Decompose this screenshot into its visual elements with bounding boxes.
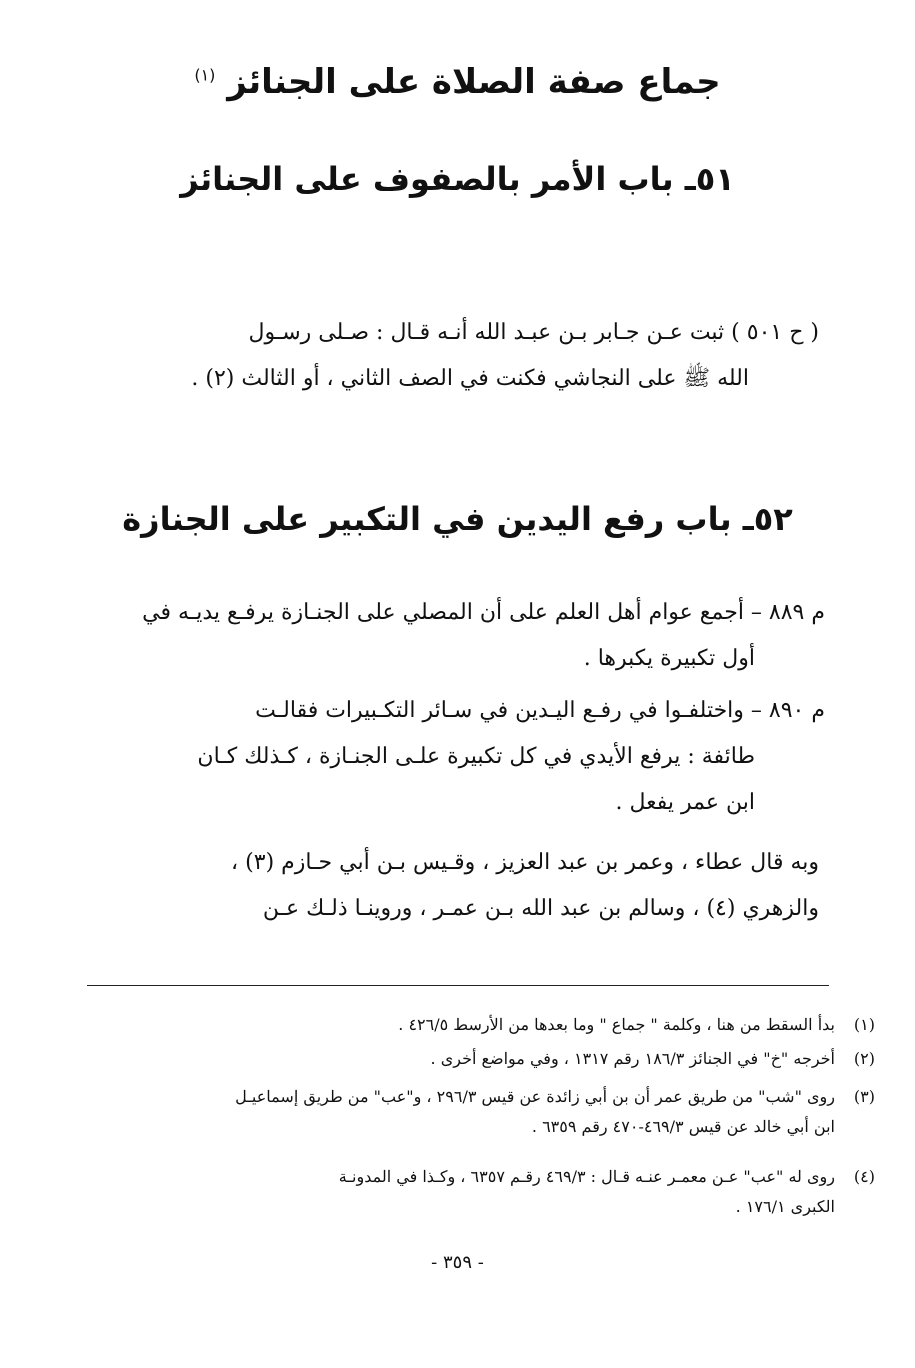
footnote-3-number: (٣): [853, 1087, 875, 1106]
footnote-4-line-2: الكبرى ١٧٦/١ .: [735, 1197, 835, 1216]
masala-889: [85, 590, 825, 682]
footnote-4-line-1: روى له "عب" عـن معمـر عنـه قـال : ٤٦٩/٣ رقـم ٦٣٥٧ ، وكـذا في المدونـة: [338, 1167, 835, 1186]
footnote-divider: [87, 985, 829, 986]
masala-890-line-2: طائفة : يرفع الأيدي في كل تكبيرة علـى الجنـازة ، كـذلك كـان: [197, 744, 755, 769]
section-heading-52: ٥٢ـ باب رفع اليدين في التكبير على الجنازة: [122, 500, 793, 538]
masala-889-line-2: أول تكبيرة يكبرها .: [583, 646, 755, 671]
footnote-2: [115, 1044, 875, 1074]
continuation-paragraph: [99, 840, 819, 932]
section-heading-51: ٥١ـ باب الأمر بالصفوف على الجنائز: [180, 160, 735, 198]
footnote-3: [115, 1082, 875, 1142]
hadith-501-line-1: ( ح ٥٠١ ) ثبت عـن جـابر بـن عبـد الله أنـه قـال : صـلى رسـول: [248, 320, 819, 345]
masala-890-line-3: ابن عمر يفعل .: [615, 790, 755, 815]
hadith-501: [99, 310, 819, 402]
chapter-title-text: جماع صفة الصلاة على الجنائز: [227, 62, 721, 102]
masala-890-line-1: م ٨٩٠ – واختلفـوا في رفـع اليـدين في سـائر التكـبيرات فقالـت: [255, 698, 825, 723]
footnote-4-number: (٤): [853, 1167, 875, 1186]
continuation-line-1: وبه قال عطاء ، وعمر بن عبد العزيز ، وقـيس بـن أبي حـازم (٣) ،: [231, 850, 819, 875]
masala-889-line-1: م ٨٨٩ – أجمع عوام أهل العلم على أن المصلي على الجنـازة يرفـع يديـه في: [142, 600, 825, 625]
footnote-3-line-2: ابن أبي خالد عن قيس ٤٦٩/٣-٤٧٠ رقم ٦٣٥٩ .: [531, 1117, 835, 1136]
chapter-title-footnote-ref: (١): [194, 65, 216, 85]
footnote-3-line-1: روى "شب" من طريق عمر أن بن أبي زائدة عن قيس ٢٩٦/٣ ، و"عب" من طريق إسماعيـل: [235, 1087, 835, 1106]
footnote-1: [115, 1010, 875, 1040]
footnote-4: [115, 1162, 875, 1222]
page-number: - ٣٥٩ -: [431, 1252, 484, 1273]
hadith-501-line-2: الله ﷺ على النجاشي فكنت في الصف الثاني ، أو الثالث (٢) .: [191, 366, 749, 391]
footnote-2-number: (٢): [853, 1049, 875, 1068]
chapter-title: [0, 62, 915, 102]
footnote-1-line-1: بدأ السقط من هنا ، وكلمة " جماع " وما بعدها من الأرسط ٤٢٦/٥ .: [398, 1015, 835, 1034]
masala-890: [85, 688, 825, 826]
footnote-1-number: (١): [853, 1015, 875, 1034]
continuation-line-2: والزهري (٤) ، وسالم بن عبد الله بـن عمـر ، وروينـا ذلـك عـن: [262, 896, 819, 921]
footnote-2-line-1: أخرجه "خ" في الجنائز ١٨٦/٣ رقم ١٣١٧ ، وفي مواضع أخرى .: [430, 1049, 835, 1068]
